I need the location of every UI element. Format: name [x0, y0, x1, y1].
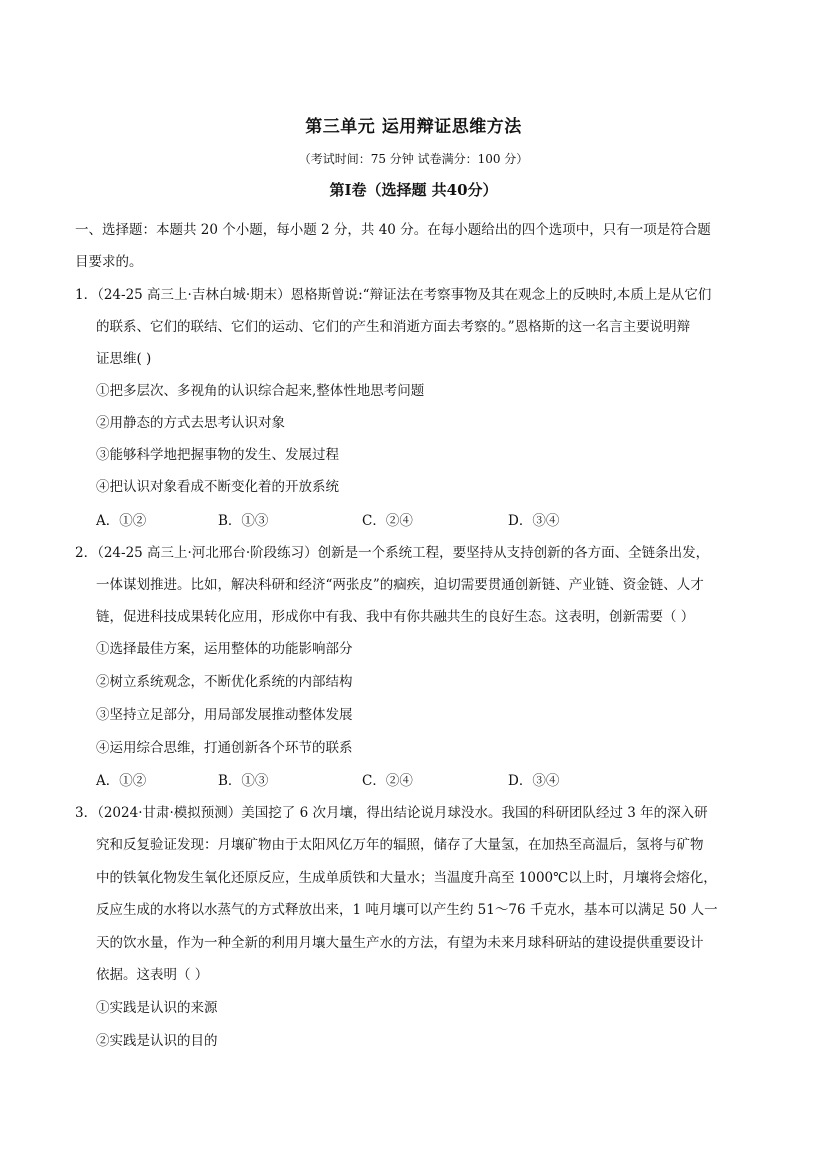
exam-info: （考试时间：75 分钟 试卷满分：100 分）	[298, 152, 529, 166]
question-3-stem: 依据。这表明（ ）	[96, 967, 209, 983]
question-2-statement: ④运用综合思维，打通创新各个环节的联系	[96, 740, 353, 756]
question-2-option-a: A．①②	[96, 773, 147, 789]
page-title: 第三单元 运用辩证思维方法	[305, 117, 522, 137]
question-1-option-d: D．③④	[508, 513, 560, 529]
question-1-stem: 1．（24-25 高三上·吉林白城·期末）恩格斯曾说:“辩证法在考察事物及其在观念上的反映时,本质上是从它们	[75, 287, 712, 303]
question-1-statement: ②用静态的方式去思考认识对象	[96, 415, 285, 431]
volume-heading: 第Ⅰ卷（选择题 共40分）	[329, 181, 498, 199]
question-3-statement: ②实践是认识的目的	[96, 1033, 218, 1049]
question-2-stem: 一体谋划推进。比如，解决科研和经济“两张皮”的痼疾，迫切需要贯通创新链、产业链、资金链、人才	[96, 577, 704, 593]
question-2-statement: ①选择最佳方案，运用整体的功能影响部分	[96, 641, 353, 657]
question-1-stem: 的联系、它们的联结、它们的运动、它们的产生和消逝方面去考察的。”恩格斯的这一名言主要说明辩	[96, 319, 691, 335]
question-3-stem: 反应生成的水将以水蒸气的方式释放出来，1 吨月壤可以产生约 51～76 千克水，基本可以满足 50 人一	[96, 902, 718, 918]
question-2-statement: ③坚持立足部分，用局部发展推动整体发展	[96, 707, 353, 723]
question-1-option-c: C．②④	[362, 513, 413, 529]
question-1-statement: ③能够科学地把握事物的发生、发展过程	[96, 447, 339, 463]
question-3-stem: 究和反复验证发现：月壤矿物由于太阳风亿万年的辐照，储存了大量氢，在加热至高温后，氢将与矿物	[96, 837, 704, 853]
question-2-option-c: C．②④	[362, 773, 413, 789]
question-1-stem: 证思维( )	[96, 351, 152, 367]
question-1-option-b: B．①③	[218, 513, 269, 529]
question-2-stem: 2．（24-25 高三上·河北邢台·阶段练习）创新是一个系统工程，要坚持从支持创新的各方面、全链条出发，	[75, 545, 710, 561]
question-2-stem: 链，促进科技成果转化应用，形成你中有我、我中有你共融共生的良好生态。这表明，创新需要（ ）	[96, 609, 695, 625]
question-3-stem: 中的铁氧化物发生氧化还原反应，生成单质铁和大量水；当温度升高至 1000℃以上时，月壤将会熔化，	[96, 870, 717, 886]
section-instruction: 一、选择题：本题共 20 个小题，每小题 2 分，共 40 分。在每小题给出的四个选项中，只有一项是符合题	[75, 222, 711, 238]
question-2-option-d: D．③④	[508, 773, 560, 789]
question-3-stem: 3．（2024·甘肃·模拟预测）美国挖了 6 次月壤，得出结论说月球没水。我国的科研团队经过 3 年的深入研	[75, 805, 708, 821]
question-2-option-b: B．①③	[218, 773, 269, 789]
question-3-stem: 天的饮水量，作为一种全新的利用月壤大量生产水的方法，有望为未来月球科研站的建设提供重要设计	[96, 935, 704, 951]
question-3-statement: ①实践是认识的来源	[96, 1000, 218, 1016]
question-1-statement: ①把多层次、多视角的认识综合起来,整体性地思考问题	[96, 383, 425, 399]
section-instruction-cont: 目要求的。	[75, 254, 143, 270]
question-2-statement: ②树立系统观念，不断优化系统的内部结构	[96, 674, 353, 690]
question-1-statement: ④把认识对象看成不断变化着的开放系统	[96, 479, 339, 495]
question-1-option-a: A．①②	[96, 513, 147, 529]
